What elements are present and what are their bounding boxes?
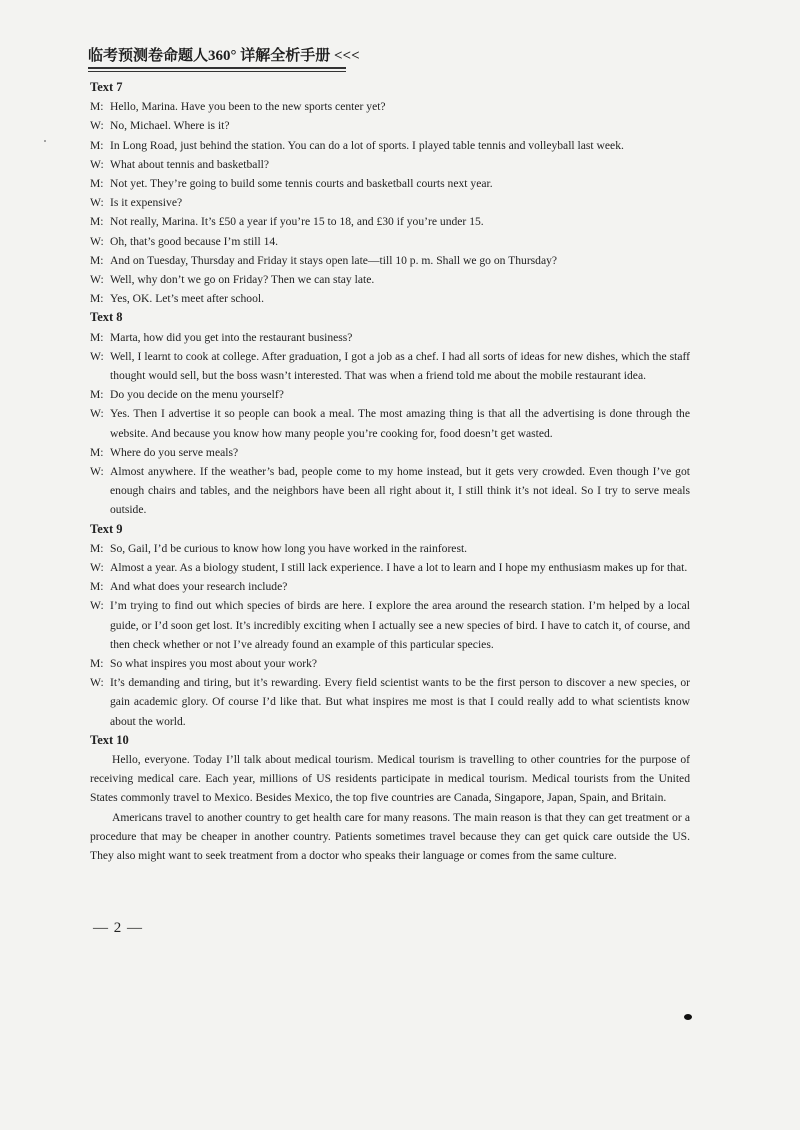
utterance: What about tennis and basketball? (110, 157, 270, 171)
dialogue-line (90, 385, 690, 404)
utterance: Not really, Marina. It’s £50 a year if you’re 15 to 18, and £30 if you’re under 15. (110, 215, 484, 229)
text-7-section (90, 78, 690, 308)
utterance: Marta, how did you get into the restaurant business? (110, 330, 353, 344)
utterance: No, Michael. Where is it? (110, 119, 230, 133)
header-rule (88, 67, 346, 69)
speaker-label: W: (90, 273, 104, 287)
speaker-label: M: (90, 388, 104, 402)
dialogue-line (90, 212, 690, 231)
utterance: It’s demanding and tiring, but it’s rewarding. Every field scientist wants to be the first person to discover a new species, or gain academic glory. Of course I’d like that. But what inspires me most is that I could really add to what scientists know about the world. (110, 676, 690, 728)
speaker-label: W: (90, 119, 104, 133)
scan-speck (44, 140, 46, 142)
utterance: So what inspires you most about your work? (110, 657, 318, 671)
dialogue-line (90, 136, 690, 155)
speaker-label: M: (90, 215, 104, 229)
utterance: So, Gail, I’d be curious to know how long you have worked in the rainforest. (110, 541, 468, 555)
dialogue-line (90, 462, 690, 520)
dialogue-line (90, 404, 690, 442)
document-body (90, 78, 690, 865)
speaker-label: W: (90, 465, 104, 479)
scan-speck (684, 1014, 692, 1020)
speaker-label: W: (90, 157, 104, 171)
text-9-section (90, 520, 690, 731)
utterance: Not yet. They’re going to build some tennis courts and basketball courts next year. (110, 177, 493, 190)
dialogue-line (90, 155, 690, 174)
dialogue-line (90, 328, 690, 347)
speaker-label: M: (90, 541, 104, 555)
dialogue-line (90, 443, 690, 462)
utterance: Yes, OK. Let’s meet after school. (110, 292, 265, 306)
utterance: And on Tuesday, Thursday and Friday it stays open late—till 10 p. m. Shall we go on Thursday? (110, 253, 558, 267)
utterance: Is it expensive? (110, 196, 183, 210)
utterance: In Long Road, just behind the station. You can do a lot of sports. I played table tennis and volleyball last week. (110, 138, 624, 152)
dialogue-line (90, 270, 690, 289)
speaker-label: M: (90, 100, 104, 114)
speaker-label: M: (90, 253, 104, 267)
speaker-label: M: (90, 580, 104, 594)
section-heading: Text 7 (90, 80, 123, 94)
utterance: And what does your research include? (110, 580, 288, 594)
speaker-label: M: (90, 292, 104, 306)
dialogue-line (90, 577, 690, 596)
speaker-label: W: (90, 196, 104, 210)
dialogue-line (90, 289, 690, 308)
section-heading: Text 10 (90, 732, 129, 747)
speaker-label: W: (90, 561, 104, 575)
speaker-label: M: (90, 445, 104, 459)
dialogue-line (90, 232, 690, 251)
speaker-label: W: (90, 599, 104, 613)
dialogue-line (90, 97, 690, 116)
dialogue-line (90, 116, 690, 135)
speaker-label: W: (90, 676, 104, 690)
page-number: — 2 — (93, 920, 143, 936)
dialogue-line (90, 251, 690, 270)
utterance: Almost anywhere. If the weather’s bad, people come to my home instead, but it gets very crowded. Even though I’ve got enough chairs and tables, and the neighbors have been all right about it, I still think it’s not ideal. So I try to serve meals outside. (110, 465, 690, 517)
dialogue-line (90, 539, 690, 558)
dialogue-line (90, 596, 690, 654)
utterance: I’m trying to find out which species of birds are here. I explore the area around the research station. I’m helped by a local guide, or I’d soon get lost. It’s incredibly exciting when I actually see a new species of bird. I have to catch it, of course, and then check whether or not I’ve already found an example of this particular species. (110, 599, 690, 651)
utterance: Hello, Marina. Have you been to the new sports center yet? (110, 100, 386, 114)
utterance: Where do you serve meals? (110, 445, 239, 459)
speaker-label: W: (90, 407, 104, 421)
speaker-label: M: (90, 177, 104, 190)
speaker-label: W: (90, 234, 104, 248)
dialogue-line (90, 673, 690, 731)
text-8-section (90, 308, 690, 519)
paragraph: Americans travel to another country to get health care for many reasons. The main reason is that they can get treatment or a procedure that may be cheaper in another country. Patients sometimes travel because they can get quick care outside the US. They also might want to seek treatment from a doctor who speaks their language or comes from the same culture. (90, 810, 690, 863)
speaker-label: W: (90, 349, 104, 363)
utterance: Almost a year. As a biology student, I still lack experience. I have a lot to learn and I hope my enthusiasm makes up for that. (110, 561, 688, 575)
dialogue-line (90, 193, 690, 212)
dialogue-line (90, 654, 690, 673)
text-10-section (90, 731, 690, 865)
utterance: Well, I learnt to cook at college. After graduation, I got a job as a chef. I had all sorts of ideas for new dishes, which the staff thought would sell, but the boss wasn’t interested. That was when a friend told me about the mobile restaurant idea. (110, 349, 690, 383)
section-heading: Text 9 (90, 521, 123, 536)
speaker-label: M: (90, 138, 104, 152)
page-header-title: 临考预测卷命题人360° 详解全析手册 <<< (88, 48, 360, 64)
utterance: Do you decide on the menu yourself? (110, 388, 284, 402)
speaker-label: M: (90, 657, 104, 671)
dialogue-line (90, 558, 690, 577)
speaker-label: M: (90, 330, 104, 344)
section-heading: Text 8 (90, 310, 123, 325)
dialogue-line (90, 174, 690, 193)
dialogue-line (90, 347, 690, 385)
header-rule-thin (88, 71, 346, 72)
utterance: Yes. Then I advertise it so people can book a meal. The most amazing thing is that all the advertising is done through the website. And because you know how many people you’re cooking for, food doesn’t get wasted. (110, 407, 690, 440)
utterance: Oh, that’s good because I’m still 14. (110, 234, 279, 248)
paragraph: Hello, everyone. Today I’ll talk about medical tourism. Medical tourism is travelling to other countries for the purpose of receiving medical care. Each year, millions of US residents participate in medical tourism. Medical tourists from the United States commonly travel to Mexico. Besides Mexico, the top five countries are Canada, Singapore, Japan, Spain, and Britain. (90, 753, 690, 805)
utterance: Well, why don’t we go on Friday? Then we can stay late. (110, 273, 375, 287)
